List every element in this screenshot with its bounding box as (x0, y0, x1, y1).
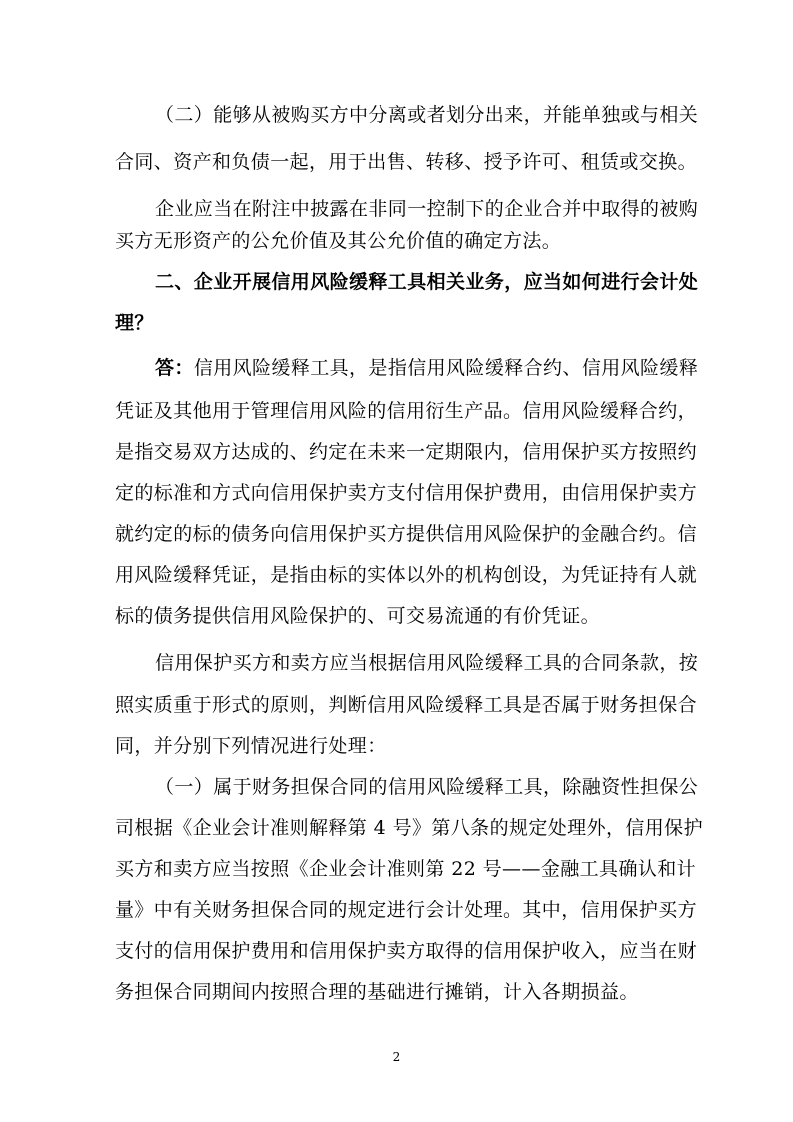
section-heading: 理？ (115, 312, 154, 334)
paragraph-line: 用风险缓释凭证，是指由标的实体以外的机构创设，为凭证持有人就 (115, 564, 698, 586)
page-number: 2 (392, 1050, 401, 1064)
section-heading: 二、企业开展信用风险缓释工具相关业务，应当如何进行会计处 (155, 271, 699, 293)
paragraph-line: 量》中有关财务担保合同的规定进行会计处理。其中，信用保护买方 (115, 899, 698, 921)
paragraph-line: 定的标准和方式向信用保护卖方支付信用保护费用，由信用保护卖方 (115, 482, 698, 504)
paragraph-line: （二）能够从被购买方中分离或者划分出来，并能单独或与相关 (155, 104, 699, 126)
paragraph-line: 企业应当在附注中披露在非同一控制下的企业合并中取得的被购 (155, 198, 699, 220)
paragraph-line: 合同、资产和负债一起，用于出售、转移、授予许可、租赁或交换。 (115, 151, 698, 173)
answer-text: 信用风险缓释工具，是指信用风险缓释合约、信用风险缓释 (193, 357, 699, 379)
paragraph-line: 支付的信用保护费用和信用保护卖方取得的信用保护收入，应当在财 (115, 940, 698, 962)
paragraph-line: 买方无形资产的公允价值及其公允价值的确定方法。 (115, 230, 562, 252)
paragraph-line: 照实质重于形式的原则，判断信用风险缓释工具是否属于财务担保合 (115, 694, 698, 716)
answer-line (155, 356, 699, 380)
paragraph-line: 务担保合同期间内按照合理的基础进行摊销，计入各期损益。 (115, 981, 639, 1003)
paragraph-line: 同，并分别下列情况进行处理： (115, 735, 387, 757)
paragraph-line: 就约定的标的债务向信用保护买方提供信用风险保护的金融合约。信 (115, 523, 698, 545)
paragraph-line: （一）属于财务担保合同的信用风险缓释工具，除融资性担保公 (155, 776, 699, 798)
paragraph-line: 是指交易双方达成的、约定在未来一定期限内，信用保护买方按照约 (115, 441, 698, 463)
paragraph-line: 凭证及其他用于管理信用风险的信用衍生产品。信用风险缓释合约， (115, 400, 698, 422)
paragraph-line: 买方和卖方应当按照《企业会计准则第 22 号——金融工具确认和计 (115, 858, 697, 880)
paragraph-line: 司根据《企业会计准则解释第 4 号》第八条的规定处理外，信用保护 (115, 817, 703, 839)
paragraph-line: 标的债务提供信用风险保护的、可交易流通的有价凭证。 (115, 605, 601, 627)
answer-label: 答： (155, 357, 194, 379)
paragraph-line: 信用保护买方和卖方应当根据信用风险缓释工具的合同条款，按 (155, 652, 699, 674)
